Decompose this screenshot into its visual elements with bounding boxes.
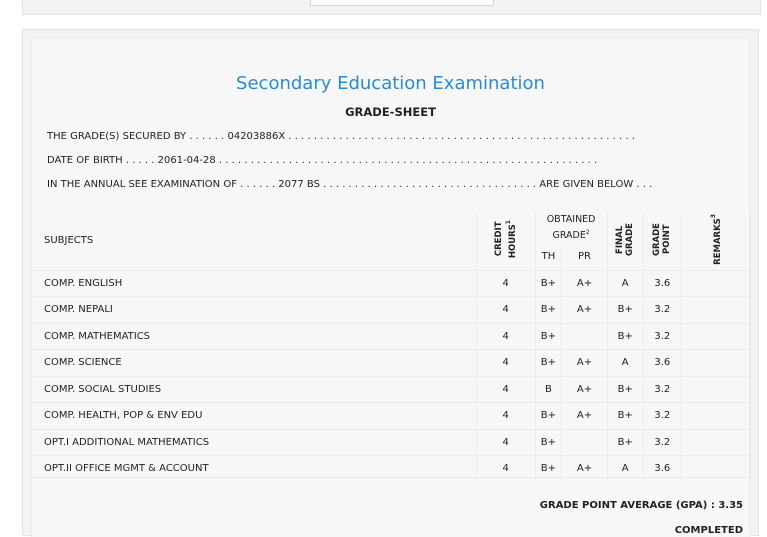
table-row	[32, 429, 751, 456]
final-grade-cell: B+	[607, 376, 643, 403]
grade-sheet-card	[22, 29, 759, 536]
pr-grade-cell	[562, 429, 607, 456]
pr-grade-cell: A+	[562, 456, 607, 482]
table-row	[32, 323, 751, 350]
grade-point-cell: 3.2	[643, 376, 681, 403]
gpa-summary: GRADE POINT AVERAGE (GPA) : 3.35	[539, 500, 743, 511]
credit-cell: 4	[476, 297, 535, 324]
th-grade-cell: B+	[535, 323, 562, 350]
final-grade-cell: B+	[607, 403, 643, 430]
table-row	[32, 270, 751, 297]
subject-cell: COMP. SCIENCE	[32, 350, 476, 377]
subjects-header: SUBJECTS	[32, 212, 476, 270]
exam-year: 2077 BS	[278, 179, 320, 190]
remarks-header: REMARKS$^3$	[681, 212, 750, 270]
grade-table-wrap	[32, 212, 751, 482]
grade-point-cell: 3.2	[643, 403, 681, 430]
dob-value: 2061-04-28	[157, 155, 216, 166]
grade-point-cell: 3.2	[643, 323, 681, 350]
subject-cell: COMP. NEPALI	[32, 297, 476, 324]
exam-suffix: ARE GIVEN BELOW . . .	[539, 179, 653, 190]
subject-cell: COMP. MATHEMATICS	[32, 323, 476, 350]
subject-cell: COMP. ENGLISH	[32, 270, 476, 297]
symbol-number: 04203886X	[227, 131, 286, 142]
dot-leader: . . . . . . . . . . . . . . . . . . . . . . . . . . . . . . . . . . . . . . . . . . . . . . . . . . . . . . .	[285, 131, 635, 142]
th-grade-cell: B	[535, 376, 562, 403]
obtained-grade-header: OBTAINED GRADE$^2$	[535, 212, 607, 244]
credit-cell: 4	[476, 270, 535, 297]
final-grade-cell: B+	[607, 297, 643, 324]
secured-by-label: THE GRADE(S) SECURED BY . . . . . .	[47, 131, 228, 142]
subject-cell: COMP. SOCIAL STUDIES	[32, 376, 476, 403]
date-of-birth-line	[47, 155, 597, 166]
th-header: TH	[535, 244, 562, 270]
subject-cell: OPT.I ADDITIONAL MATHEMATICS	[32, 429, 476, 456]
subject-cell: COMP. HEALTH, POP & ENV EDU	[32, 403, 476, 430]
final-grade-cell: B+	[607, 429, 643, 456]
grade-point-cell: 3.2	[643, 429, 681, 456]
subject-cell: OPT.II OFFICE MGMT & ACCOUNT	[32, 456, 476, 482]
secured-by-line	[47, 131, 635, 142]
table-row	[32, 376, 751, 403]
final-grade-cell: A	[607, 456, 643, 482]
exam-label: IN THE ANNUAL SEE EXAMINATION OF . . . . . .	[47, 179, 279, 190]
dob-label: DATE OF BIRTH . . . . .	[47, 155, 158, 166]
th-grade-cell: B+	[535, 456, 562, 482]
pr-grade-cell: A+	[562, 270, 607, 297]
grade-point-header: GRADE POINT	[643, 212, 681, 270]
pr-grade-cell: A+	[562, 297, 607, 324]
credit-cell: 4	[476, 429, 535, 456]
remarks-cell	[681, 270, 750, 297]
final-grade-cell: B+	[607, 323, 643, 350]
table-row	[32, 403, 751, 430]
dot-leader: . . . . . . . . . . . . . . . . . . . . . . . . . . . . . . . . . .	[319, 179, 540, 190]
credit-cell: 4	[476, 376, 535, 403]
grade-point-cell: 3.6	[643, 350, 681, 377]
grade-sheet-heading: GRADE-SHEET	[345, 105, 436, 119]
pr-grade-cell: A+	[562, 350, 607, 377]
page-title: Secondary Education Examination	[236, 73, 545, 94]
remarks-cell	[681, 403, 750, 430]
search-input[interactable]	[310, 0, 494, 6]
remarks-cell	[681, 323, 750, 350]
th-grade-cell: B+	[535, 350, 562, 377]
remarks-cell	[681, 350, 750, 377]
credit-cell: 4	[476, 323, 535, 350]
table-divider	[32, 477, 751, 478]
grade-sheet-body	[31, 38, 750, 537]
credit-cell: 4	[476, 350, 535, 377]
th-grade-cell: B+	[535, 403, 562, 430]
th-grade-cell: B+	[535, 270, 562, 297]
th-grade-cell: B+	[535, 297, 562, 324]
grade-point-cell: 3.6	[643, 456, 681, 482]
final-grade-header: FINAL GRADE	[607, 212, 643, 270]
pr-grade-cell: A+	[562, 403, 607, 430]
pr-grade-cell: A+	[562, 376, 607, 403]
pr-grade-cell	[562, 323, 607, 350]
grade-point-cell: 3.6	[643, 270, 681, 297]
dot-leader: . . . . . . . . . . . . . . . . . . . . . . . . . . . . . . . . . . . . . . . . . . . . . . . . . . . . . . . . . . . .	[215, 155, 598, 166]
grade-table	[32, 212, 751, 482]
table-row	[32, 350, 751, 377]
remarks-cell	[681, 297, 750, 324]
pr-header: PR	[562, 244, 607, 270]
remarks-cell	[681, 376, 750, 403]
exam-line	[47, 179, 652, 190]
credit-hours-header: CREDIT HOURS$^1$	[476, 212, 535, 270]
final-grade-cell: A	[607, 270, 643, 297]
final-grade-cell: A	[607, 350, 643, 377]
remarks-cell	[681, 429, 750, 456]
grade-point-cell: 3.2	[643, 297, 681, 324]
table-row	[32, 297, 751, 324]
result-status: COMPLETED	[674, 525, 743, 536]
th-grade-cell: B+	[535, 429, 562, 456]
credit-cell: 4	[476, 403, 535, 430]
credit-cell: 4	[476, 456, 535, 482]
